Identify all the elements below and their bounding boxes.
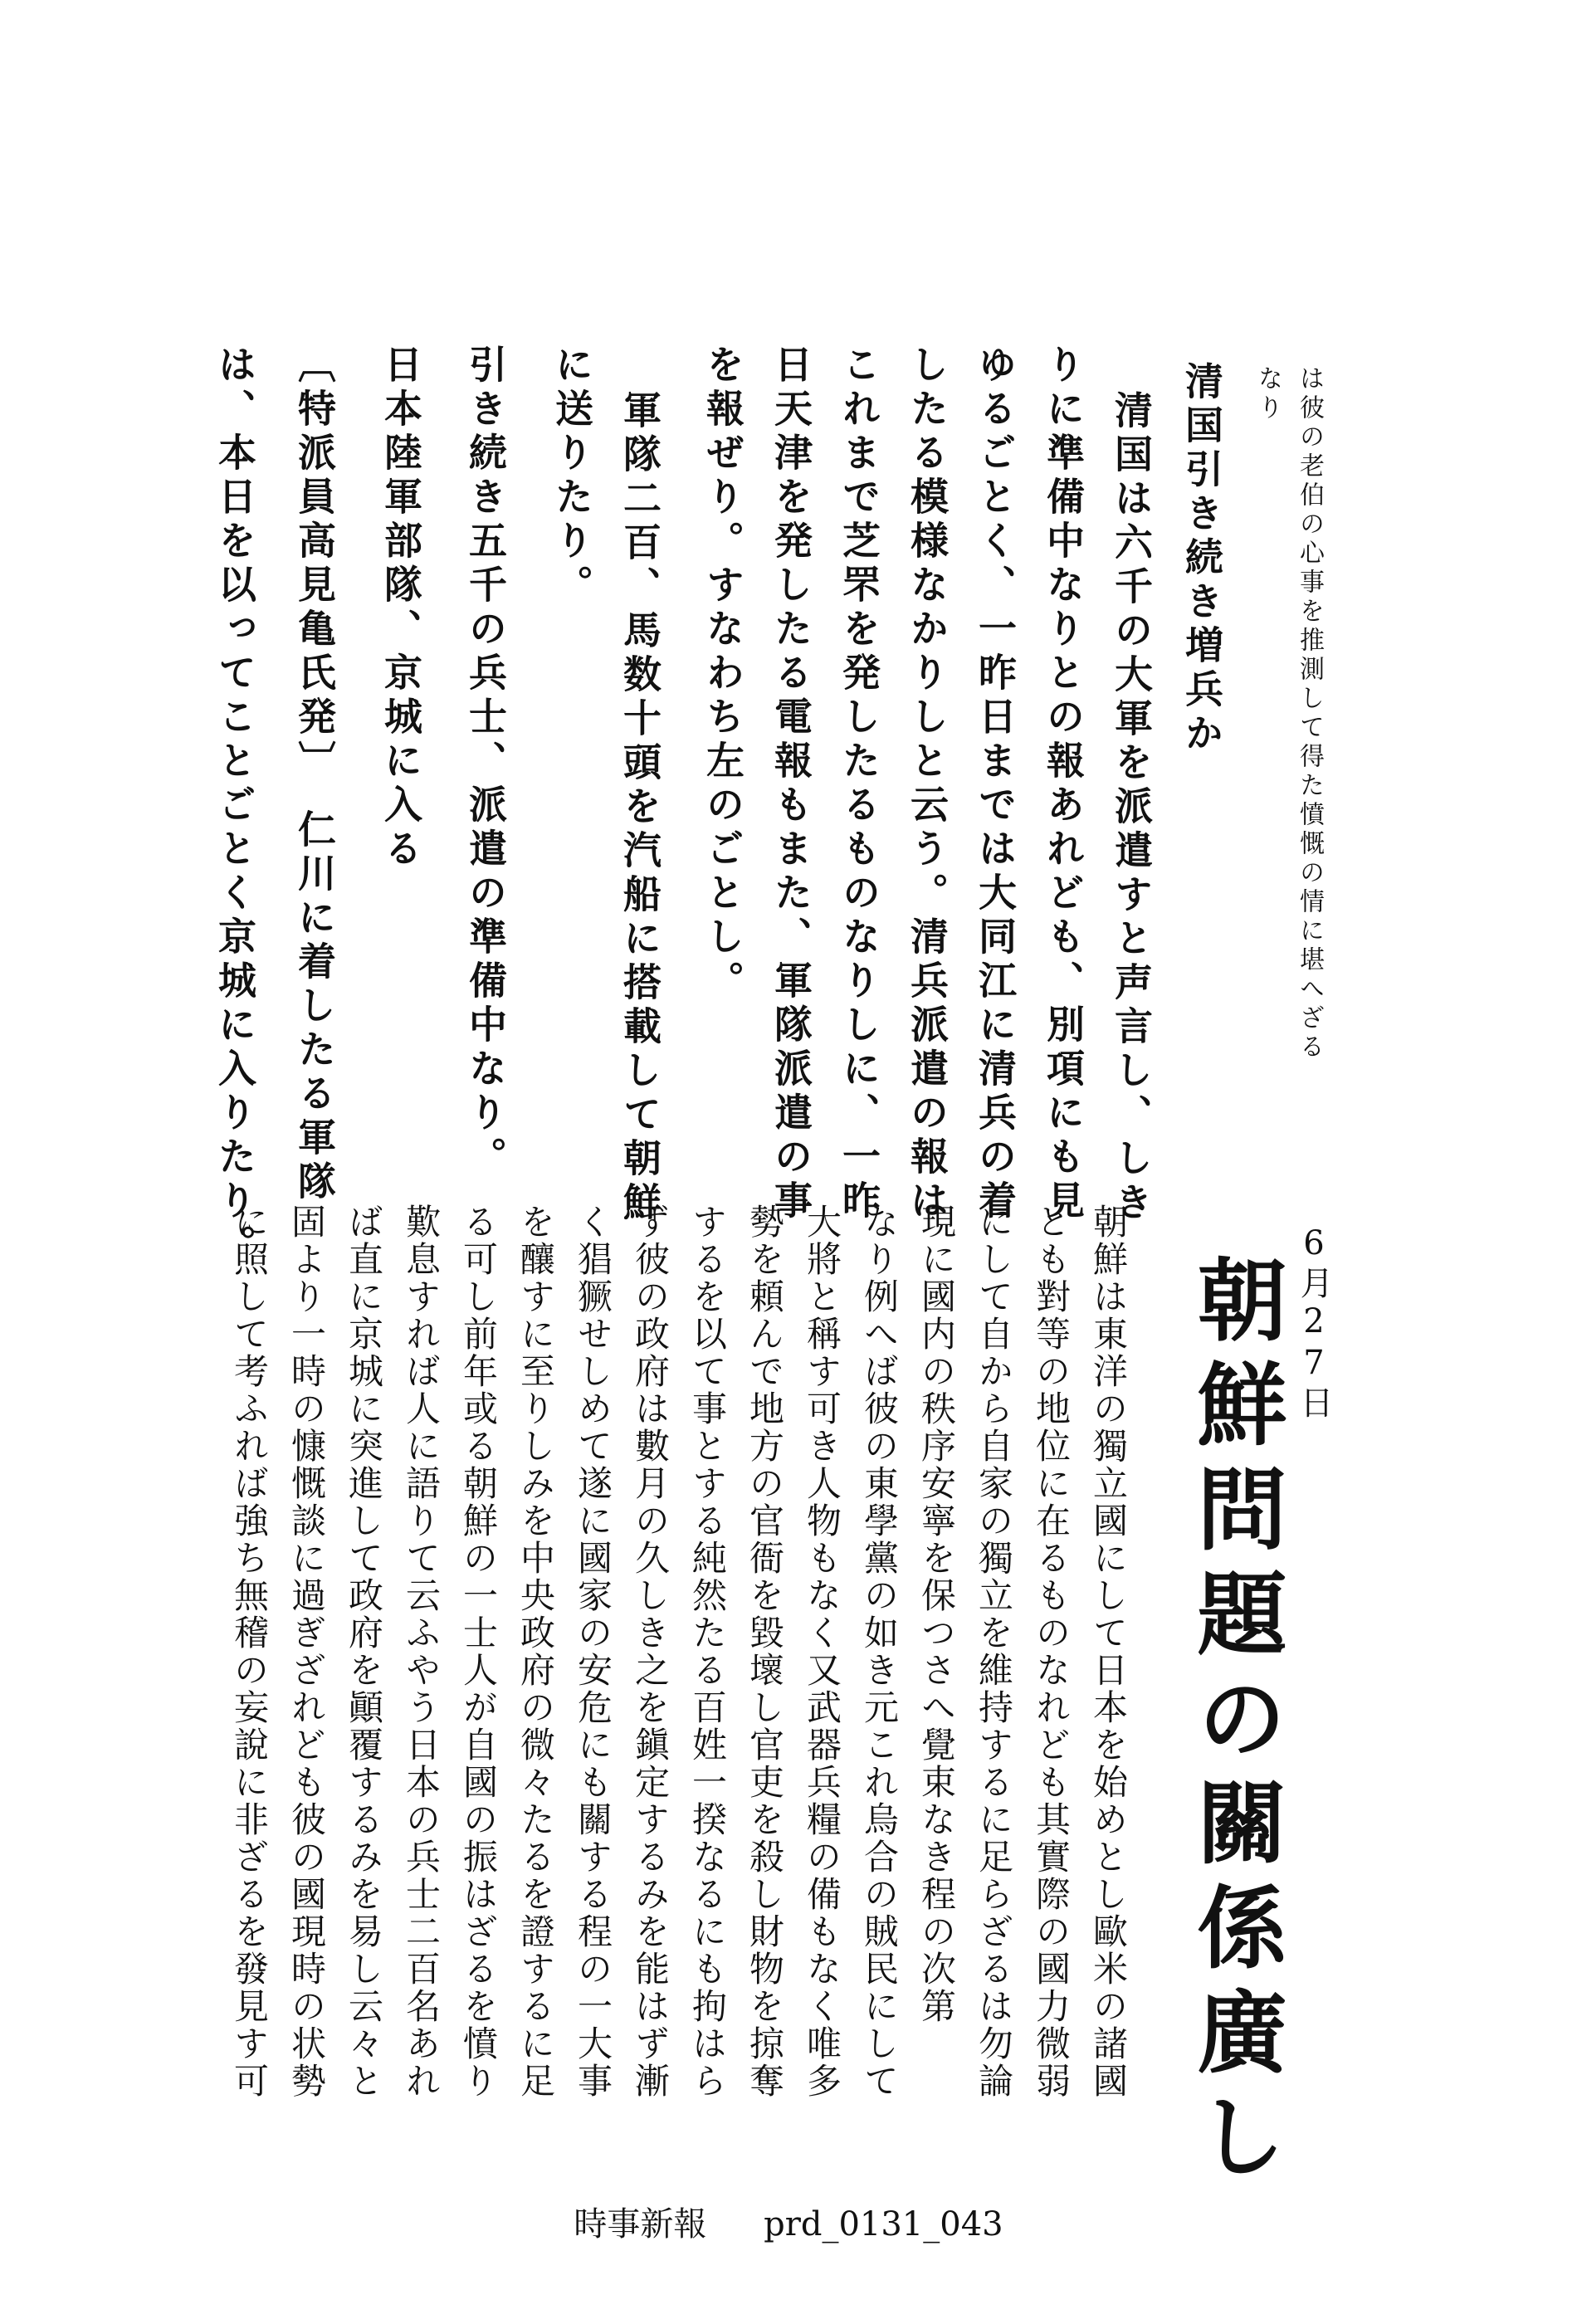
bottom-article-column-6: 大將と稱す可き人物もなく又武器兵糧の備もなく唯多 bbox=[802, 1204, 842, 2100]
bottom-article-column-4: 現に國内の秩序安寧を保つさへ覺束なき程の次第 bbox=[916, 1204, 957, 2025]
top-article-subheadline: 日本陸軍部隊、京城に入る bbox=[378, 344, 423, 872]
bottom-article-column-11: を釀すに至りしみを中央政府の微々たるを證するに足 bbox=[515, 1204, 556, 2100]
carryover-fragment-line-2: なり bbox=[1253, 365, 1282, 423]
top-article-column-7: を報ぜり。すなわち左のごとし。 bbox=[701, 344, 745, 1004]
bottom-article-column-13: 歎息すれば人に語りて云ふやう日本の兵士二百名あれ bbox=[401, 1204, 442, 2100]
top-article-column-5: これまで芝罘を発したるものなりしに、一昨 bbox=[837, 344, 881, 1224]
bottom-article-column-10: く猖獗せしめて遂に國家の安危にも關する程の一大事 bbox=[573, 1204, 613, 2100]
top-article-column-6: 日天津を発したる電報もまた、軍隊派遣の事 bbox=[769, 344, 813, 1224]
top-article-column-11: 〔特派員高見亀氏発〕 仁川に着したる軍隊 bbox=[292, 344, 337, 1205]
bottom-article-column-8: するを以て事とする純然たる百姓一揆なるにも拘はら bbox=[687, 1204, 728, 2100]
bottom-article-column-12: る可し前年或る朝鮮の一士人が自國の振はざるを憤り bbox=[458, 1204, 499, 2100]
bottom-article-column-9: ず彼の政府は數月の久しき之を鎭定するみを能はず漸 bbox=[630, 1204, 671, 2100]
page-footer bbox=[0, 2198, 1577, 2245]
top-article-column-9: に送りたり。 bbox=[549, 344, 594, 608]
top-article-column-2: りに準備中なりとの報あれども、別項にも見 bbox=[1041, 344, 1086, 1224]
bottom-article-column-7: 勢を頼んで地方の官衙を毀壞し官吏を殺し財物を掠奪 bbox=[745, 1204, 785, 2100]
top-article-column-4: したる模様なかりしと云う。清兵派遣の報は bbox=[905, 344, 950, 1224]
top-article-column-8: 軍隊二百、馬数十頭を汽船に搭載して朝鮮 bbox=[618, 390, 662, 1226]
bottom-article-column-3: にして自から自家の獨立を維持するに足らざるは勿論 bbox=[974, 1204, 1014, 2100]
article-date: 6月27日 bbox=[1295, 1224, 1333, 1422]
publication-name: 時事新報 bbox=[574, 2205, 707, 2243]
bottom-article-column-5: なり例へば彼の東學黨の如き元これ烏合の賊民にして bbox=[859, 1204, 900, 2100]
bottom-article-column-1: 朝鮮は東洋の獨立國にして日本を始めとし歐米の諸國 bbox=[1088, 1204, 1129, 2100]
bottom-article-column-16: に照して考ふれば強ち無稽の妄說に非ざるを發見す可 bbox=[229, 1204, 270, 2100]
top-article-headline: 清国引き続き増兵か bbox=[1179, 361, 1224, 757]
bottom-article-column-2: とも對等の地位に在るものなれども其實際の國力微弱 bbox=[1031, 1204, 1072, 2100]
carryover-fragment-line-1: は彼の老伯の心事を推測して得た憤慨の情に堪へざる bbox=[1295, 365, 1324, 1062]
bottom-article-headline: 朝鮮問題の關係廣し bbox=[1182, 1253, 1286, 2195]
top-article-column-12: は、本日を以ってことごとく京城に入りたり。 bbox=[212, 344, 257, 1268]
bottom-article-column-15: 固より一時の慷慨談に過ぎざれども彼の國現時の状勢 bbox=[286, 1204, 327, 2100]
top-article-column-10: 引き続き五千の兵士、派遣の準備中なり。 bbox=[463, 344, 508, 1180]
top-article-column-3: ゆるごとく、一昨日までは大同江に清兵の着 bbox=[973, 344, 1018, 1224]
bottom-article-column-14: ば直に京城に突進して政府を顚覆するみを易し云々と bbox=[344, 1204, 384, 2100]
page-identifier: prd_0131_043 bbox=[764, 2205, 1003, 2243]
top-article-column-1: 清国は六千の大軍を派遣すと声言し、しき bbox=[1109, 390, 1154, 1226]
